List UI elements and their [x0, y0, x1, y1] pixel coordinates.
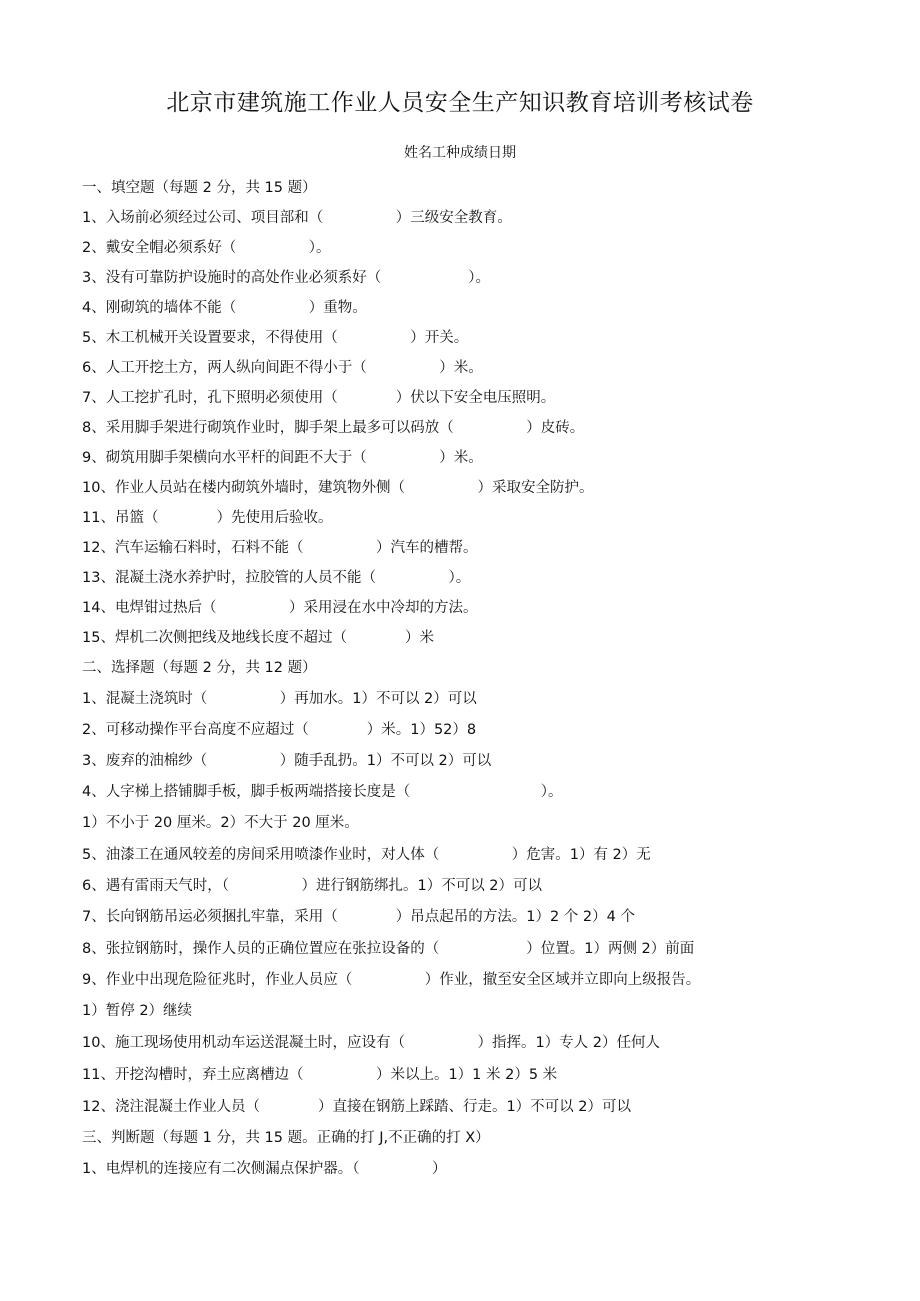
question-line: 10、施工现场使用机动车运送混凝土时，应设有（ ）指挥。1）专人 2）任何人: [82, 1035, 661, 1051]
question-line: 10、作业人员站在楼内砌筑外墙时，建筑物外侧（ ）采取安全防护。: [82, 480, 594, 496]
question-line: 11、开挖沟槽时，弃土应离槽边（ ）米以上。1）1 米 2）5 米: [82, 1067, 558, 1083]
question-line: 3、没有可靠防护设施时的高处作业必须系好（ ）。: [82, 270, 490, 286]
header-fields: 姓名工种成绩日期: [404, 145, 516, 161]
question-line: 13、混凝土浇水养护时，拉胶管的人员不能（ ）。: [82, 570, 471, 586]
exam-title: 北京市建筑施工作业人员安全生产知识教育培训考核试卷: [166, 90, 754, 116]
question-line: 7、人工挖扩孔时，孔下照明必须使用（ ）伏以下安全电压照明。: [82, 390, 556, 406]
question-line: 5、油漆工在通风较差的房间采用喷漆作业时，对人体（ ）危害。1）有 2）无: [82, 847, 651, 863]
question-line: 14、电焊钳过热后（ ）采用浸在水中冷却的方法。: [82, 600, 478, 616]
question-line: 7、长向钢筋吊运必须捆扎牢靠，采用（ ）吊点起吊的方法。1）2 个 2）4 个: [82, 909, 635, 925]
question-line: 4、刚砌筑的墙体不能（ ）重物。: [82, 300, 367, 316]
question-line: 9、作业中出现危险征兆时，作业人员应（ ）作业，撤至安全区域并立即向上级报告。: [82, 972, 701, 988]
question-line: 2、可移动操作平台高度不应超过（ ）米。1）52）8: [82, 722, 477, 738]
section-heading-fill-blank: 一、填空题（每题 2 分，共 15 题）: [82, 180, 317, 196]
question-line: 6、人工开挖土方，两人纵向间距不得小于（ ）米。: [82, 360, 483, 376]
question-line: 5、木工机械开关设置要求，不得使用（ ）开关。: [82, 330, 469, 346]
question-line: 1、入场前必须经过公司、项目部和（ ）三级安全教育。: [82, 210, 512, 226]
question-line: 8、采用脚手架进行砌筑作业时，脚手架上最多可以码放（ ）皮砖。: [82, 420, 585, 436]
question-line: 4、人字梯上搭铺脚手板，脚手板两端搭接长度是（ ）。: [82, 784, 563, 800]
question-line: 12、浇注混凝土作业人员（ ）直接在钢筋上踩踏、行走。1）不可以 2）可以: [82, 1099, 632, 1115]
question-options: 1）不小于 20 厘米。2）不大于 20 厘米。: [82, 815, 359, 831]
question-line: 1、混凝土浇筑时（ ）再加水。1）不可以 2）可以: [82, 691, 477, 707]
question-line: 15、焊机二次侧把线及地线长度不超过（ ）米: [82, 630, 434, 646]
question-line: 9、砌筑用脚手架横向水平杆的间距不大于（ ）米。: [82, 450, 483, 466]
section-heading-choice: 二、选择题（每题 2 分，共 12 题）: [82, 660, 317, 676]
question-line: 2、戴安全帽必须系好（ ）。: [82, 240, 331, 256]
question-line: 12、汽车运输石料时，石料不能（ ）汽车的槽帮。: [82, 540, 478, 556]
question-options: 1）暂停 2）继续: [82, 1003, 193, 1019]
question-line: 11、吊篮（ ）先使用后验收。: [82, 510, 333, 526]
question-line: 1、电焊机的连接应有二次侧漏点保护器。（ ）: [82, 1161, 447, 1177]
question-line: 3、废弃的油棉纱（ ）随手乱扔。1）不可以 2）可以: [82, 753, 492, 769]
section-heading-true-false: 三、判断题（每题 1 分，共 15 题。正确的打 J,不正确的打 X）: [82, 1130, 490, 1146]
question-line: 8、张拉钢筋时，操作人员的正确位置应在张拉设备的（ ）位置。1）两侧 2）前面: [82, 941, 695, 957]
question-line: 6、遇有雷雨天气时，（ ）进行钢筋绑扎。1）不可以 2）可以: [82, 878, 543, 894]
